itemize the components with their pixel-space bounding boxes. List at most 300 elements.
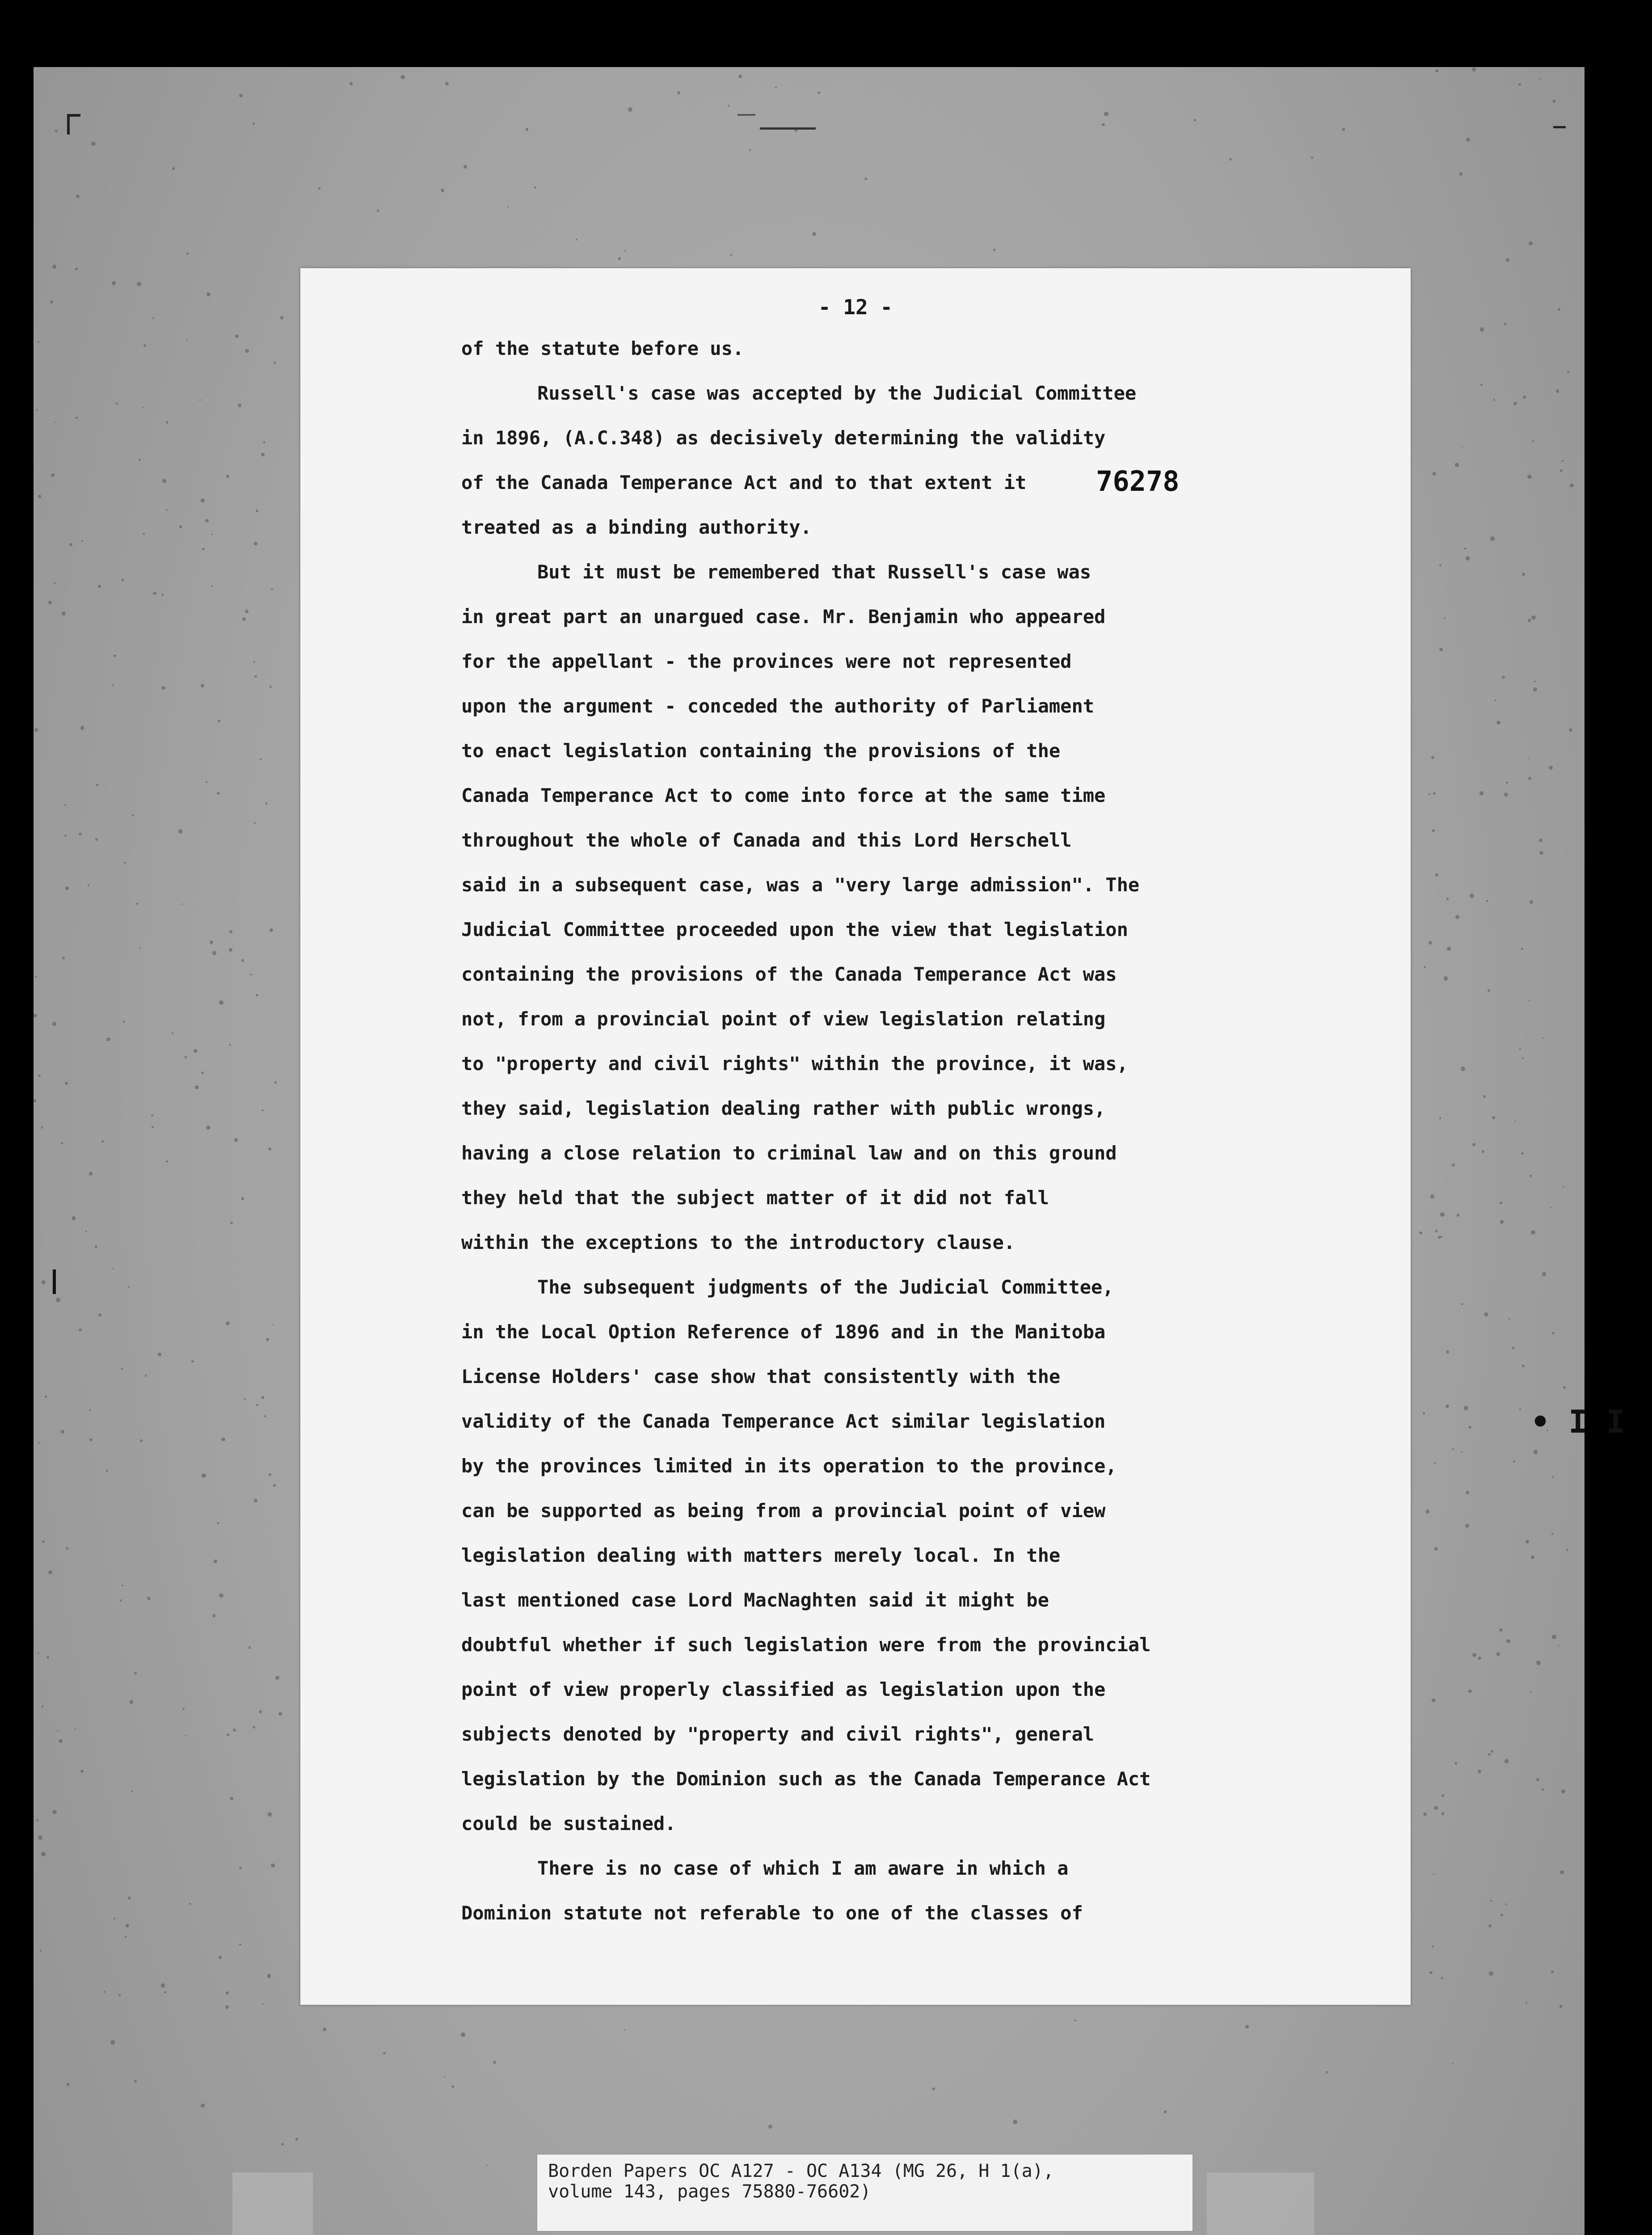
board-speck (126, 1924, 129, 1927)
board-speck (1441, 1977, 1443, 1979)
board-speck (1529, 241, 1533, 245)
board-speck (1430, 1194, 1434, 1198)
board-speck (80, 1770, 84, 1773)
board-speck (1504, 793, 1508, 797)
board-speck (1504, 1759, 1509, 1763)
board-speck (1542, 1037, 1543, 1039)
board-speck (1530, 900, 1533, 904)
board-speck (1472, 1143, 1475, 1146)
board-speck (1570, 484, 1574, 488)
board-speck (253, 661, 255, 663)
board-speck (211, 534, 213, 535)
board-speck (1526, 1540, 1529, 1543)
board-speck (749, 149, 751, 151)
board-speck (1446, 1404, 1449, 1408)
board-speck (201, 498, 204, 502)
board-speck (48, 1570, 52, 1574)
board-speck (162, 479, 166, 483)
board-speck (245, 610, 249, 613)
board-speck (185, 1056, 187, 1058)
board-speck (1522, 1057, 1524, 1059)
board-speck (38, 495, 41, 498)
board-speck (1433, 472, 1436, 476)
board-speck (234, 1138, 238, 1142)
board-speck (128, 1286, 130, 1288)
document-line: validity of the Canada Temperance Act similar legislation (461, 1410, 1106, 1432)
board-speck (1480, 384, 1483, 386)
board-speck (262, 2003, 263, 2005)
board-speck (181, 903, 183, 905)
board-speck (461, 2033, 465, 2037)
board-speck (1434, 1806, 1438, 1810)
document-body (461, 326, 1355, 1936)
board-speck (225, 2005, 229, 2009)
board-speck (48, 601, 52, 604)
board-speck (142, 406, 144, 408)
board-speck (75, 1728, 76, 1729)
board-speck (212, 951, 216, 955)
citation-line-2: volume 143, pages 75880-76602) (548, 2181, 871, 2202)
board-speck (261, 1396, 265, 1399)
board-speck (182, 1708, 185, 1711)
board-speck (139, 459, 141, 461)
board-speck (273, 1324, 274, 1326)
board-speck (89, 1409, 91, 1411)
board-speck (52, 265, 56, 269)
board-speck (254, 822, 256, 824)
board-speck (51, 473, 55, 477)
board-speck (1506, 1639, 1510, 1643)
board-speck (1531, 616, 1535, 620)
board-speck (54, 582, 56, 584)
board-speck (1528, 619, 1531, 622)
board-speck (1433, 792, 1436, 795)
board-speck (1426, 1510, 1430, 1514)
board-speck (121, 1368, 123, 1370)
board-speck (132, 814, 134, 817)
board-speck (1478, 1770, 1481, 1773)
document-line: of the Canada Temperance Act and to that extent it (461, 472, 1027, 493)
board-speck (254, 1499, 257, 1502)
document-line: point of view properly classified as legislation upon the (461, 1678, 1106, 1700)
board-speck (1452, 1448, 1454, 1450)
board-speck (1502, 676, 1504, 679)
board-speck (123, 1021, 125, 1022)
board-speck (1468, 1690, 1472, 1693)
board-speck (238, 404, 241, 407)
document-line: they said, legislation dealing rather with public wrongs, (461, 1097, 1106, 1119)
board-speck (1478, 1657, 1481, 1660)
board-speck (323, 2028, 326, 2031)
board-speck (202, 1473, 206, 1478)
board-speck (254, 542, 257, 545)
board-speck (41, 1852, 46, 1856)
board-speck (1560, 469, 1563, 472)
board-speck (52, 1810, 57, 1814)
board-speck (1480, 327, 1484, 331)
board-speck (64, 804, 66, 806)
board-speck (1494, 700, 1496, 701)
side-mark-left (53, 1269, 56, 1294)
document-line: to enact legislation containing the provisions of the (461, 740, 1061, 762)
board-speck (1556, 389, 1559, 393)
page-number: - 12 - (818, 295, 893, 319)
board-speck (172, 1032, 173, 1034)
board-speck (1439, 1117, 1441, 1119)
board-speck (116, 402, 118, 405)
board-speck (1552, 1332, 1555, 1335)
board-speck (1435, 69, 1438, 72)
board-speck (1429, 1971, 1432, 1974)
board-speck (1440, 1236, 1442, 1238)
board-speck (271, 588, 273, 590)
board-speck (624, 2029, 625, 2031)
board-speck (383, 2052, 385, 2054)
board-speck (1431, 756, 1434, 759)
board-speck (106, 1037, 110, 1042)
board-speck (1558, 1645, 1559, 1646)
board-speck (1490, 1900, 1492, 1902)
board-speck (464, 165, 467, 169)
board-speck (1505, 1903, 1507, 1905)
board-speck (242, 617, 246, 621)
board-speck (1519, 1408, 1521, 1410)
board-speck (217, 792, 219, 795)
board-speck (229, 948, 232, 952)
board-speck (65, 886, 69, 890)
document-line: throughout the whole of Canada and this Lord Herschell (461, 829, 1072, 851)
board-speck (377, 210, 379, 212)
document-line: doubtful whether if such legislation were from the provincial (461, 1634, 1151, 1656)
board-speck (226, 475, 230, 478)
board-speck (42, 1280, 45, 1284)
board-speck (98, 585, 101, 588)
board-speck (1461, 1303, 1463, 1305)
document-line: Dominion statute not referable to one of the classes of (461, 1902, 1083, 1924)
board-speck (34, 1014, 37, 1017)
board-speck (1562, 460, 1564, 462)
board-speck (52, 1022, 56, 1026)
board-speck (95, 838, 98, 841)
board-speck (1569, 728, 1572, 732)
board-speck (1559, 2005, 1562, 2007)
board-speck (79, 833, 82, 836)
board-speck (54, 422, 55, 423)
board-speck (1551, 1533, 1554, 1535)
board-speck (69, 543, 72, 546)
board-speck (507, 206, 509, 207)
board-speck (210, 940, 214, 945)
board-speck (1461, 1067, 1465, 1071)
board-speck (35, 976, 37, 978)
board-speck (1563, 1186, 1564, 1188)
board-speck (1444, 976, 1448, 980)
board-speck (400, 75, 405, 80)
board-speck (1532, 440, 1534, 442)
board-speck (1488, 1924, 1492, 1927)
board-speck (37, 1819, 38, 1821)
board-speck (1550, 1207, 1551, 1208)
board-speck (1527, 475, 1531, 479)
board-speck (194, 1049, 197, 1053)
board-speck (1490, 536, 1495, 541)
board-speck (239, 1944, 241, 1946)
board-speck (191, 1360, 194, 1363)
board-speck (1496, 721, 1500, 725)
board-speck (229, 1044, 232, 1046)
board-speck (1560, 1870, 1564, 1874)
board-speck (1245, 2025, 1249, 2028)
board-speck (219, 1000, 223, 1005)
board-speck (85, 1231, 87, 1232)
board-speck (1536, 1778, 1539, 1781)
board-speck (233, 1729, 236, 1732)
board-speck (1530, 1691, 1532, 1693)
board-speck (1488, 989, 1490, 992)
board-speck (241, 1197, 244, 1200)
crop-mark-top-right (1553, 126, 1566, 128)
board-speck (1513, 402, 1517, 406)
board-speck (1446, 898, 1449, 900)
board-speck (221, 1438, 225, 1441)
document-line: containing the provisions of the Canada Temperance Act was (461, 963, 1117, 985)
board-speck (40, 1950, 42, 1952)
board-speck (57, 1730, 58, 1732)
board-speck (1542, 1272, 1546, 1276)
board-speck (62, 957, 65, 959)
board-speck (178, 829, 183, 834)
board-speck (1566, 1549, 1568, 1551)
board-speck (189, 1903, 191, 1905)
board-speck (96, 784, 98, 786)
board-speck (201, 1071, 204, 1074)
board-speck (98, 1313, 101, 1316)
board-speck (136, 902, 138, 905)
board-speck (67, 2083, 70, 2086)
board-speck (1074, 2020, 1076, 2021)
board-speck (1515, 1121, 1516, 1122)
board-speck (260, 759, 261, 760)
board-speck (1513, 1460, 1515, 1463)
board-speck (738, 75, 742, 78)
board-speck (1531, 1230, 1535, 1235)
board-speck (1424, 966, 1426, 968)
board-speck (72, 1216, 76, 1220)
board-speck (166, 1160, 168, 1163)
board-speck (217, 1522, 219, 1524)
board-speck (1521, 1152, 1524, 1155)
board-speck (1509, 1318, 1510, 1320)
board-speck (38, 1835, 42, 1840)
board-speck (226, 1321, 230, 1325)
board-speck (120, 1599, 122, 1602)
tape-strip-left (232, 2172, 313, 2235)
board-speck (50, 300, 53, 304)
board-speck (1466, 556, 1470, 560)
board-speck (56, 1298, 60, 1302)
board-speck (1536, 1661, 1541, 1665)
board-speck (1464, 548, 1467, 550)
board-speck (1530, 1175, 1532, 1177)
board-speck (131, 1790, 133, 1792)
board-speck (534, 186, 536, 189)
board-speck (230, 1222, 233, 1224)
board-speck (91, 142, 96, 146)
stamp-number: 76278 (1096, 465, 1180, 498)
document-line: could be sustained. (461, 1813, 676, 1834)
board-speck (79, 1328, 81, 1331)
board-speck (1435, 1230, 1438, 1232)
board-speck (628, 107, 632, 112)
board-speck (864, 177, 867, 180)
board-speck (128, 1897, 131, 1900)
board-speck (1446, 1350, 1449, 1354)
document-line: in 1896, (A.C.348) as decisively determining the validity (461, 427, 1106, 449)
board-speck (1493, 399, 1495, 401)
board-speck (134, 2080, 137, 2083)
board-speck (1529, 758, 1530, 759)
board-speck (46, 1656, 49, 1659)
board-speck (1539, 851, 1543, 855)
board-speck (263, 441, 265, 443)
tape-strip-right (1207, 2172, 1314, 2235)
board-speck (253, 1726, 255, 1729)
board-speck (1452, 1164, 1455, 1167)
board-speck (269, 1473, 271, 1476)
board-speck (1483, 1095, 1486, 1098)
board-speck (677, 91, 680, 94)
board-speck (147, 1597, 151, 1600)
document-line: having a close relation to criminal law and on this ground (461, 1142, 1117, 1164)
board-speck (1440, 1212, 1445, 1217)
board-speck (250, 974, 252, 975)
board-speck (206, 292, 211, 296)
board-speck (45, 1396, 47, 1398)
board-speck (162, 686, 166, 690)
board-speck (993, 249, 996, 251)
board-speck (1522, 573, 1525, 576)
board-speck (1551, 1970, 1554, 1973)
board-speck (1452, 2063, 1454, 2064)
board-speck (244, 1398, 246, 1400)
board-speck (493, 2061, 496, 2064)
board-speck (1194, 119, 1196, 121)
board-speck (38, 1442, 40, 1444)
board-speck (624, 250, 626, 252)
board-speck (1429, 941, 1432, 945)
document-line: legislation by the Dominion such as the Canada Temperance Act (461, 1768, 1151, 1790)
board-speck (275, 1676, 279, 1680)
document-line: legislation dealing with matters merely local. In the (461, 1544, 1061, 1566)
board-speck (81, 540, 83, 542)
document-line: subjects denoted by "property and civil rights", general (461, 1723, 1095, 1745)
board-speck (122, 579, 124, 581)
document-line: of the statute before us. (461, 337, 744, 359)
board-speck (153, 592, 156, 595)
board-speck (199, 399, 201, 401)
board-speck (88, 884, 89, 886)
board-speck (818, 92, 820, 94)
board-speck (775, 87, 777, 89)
board-speck (195, 1085, 199, 1089)
board-speck (256, 994, 258, 996)
board-speck (274, 362, 276, 364)
board-speck (1435, 873, 1438, 877)
board-speck (1526, 2002, 1527, 2003)
board-speck (730, 254, 732, 256)
board-speck (1553, 100, 1555, 102)
board-speck (268, 1147, 271, 1151)
board-speck (125, 1936, 126, 1938)
board-speck (64, 835, 67, 837)
board-speck (241, 959, 244, 961)
board-speck (1462, 446, 1463, 447)
board-speck (270, 686, 272, 688)
board-speck (1492, 1116, 1495, 1119)
board-speck (95, 1245, 97, 1248)
board-speck (281, 2143, 284, 2146)
board-speck (1506, 258, 1509, 262)
board-speck (444, 2076, 445, 2078)
document-line: can be supported as being from a provincial point of view (461, 1500, 1106, 1522)
board-speck (158, 1353, 161, 1356)
board-speck (1432, 1945, 1434, 1947)
board-speck (441, 189, 445, 193)
board-speck (34, 728, 38, 732)
board-speck (1531, 1556, 1534, 1559)
board-speck (89, 1438, 92, 1441)
crop-mark-top-left (67, 114, 80, 135)
board-speck (1455, 463, 1459, 467)
board-speck (1104, 112, 1108, 116)
board-speck (486, 2165, 488, 2166)
board-speck (110, 2040, 115, 2045)
board-speck (164, 1991, 166, 1994)
board-speck (1326, 2071, 1328, 2074)
board-speck (186, 339, 188, 340)
board-speck (1567, 371, 1569, 373)
board-speck (576, 239, 577, 240)
board-speck (1441, 1794, 1444, 1797)
board-speck (219, 1956, 222, 1959)
board-speck (214, 1560, 217, 1563)
board-speck (61, 1142, 63, 1144)
document-page (300, 268, 1411, 2005)
citation-label (536, 2154, 1193, 2232)
board-speck (318, 187, 320, 189)
board-speck (179, 525, 182, 528)
board-speck (1522, 1365, 1525, 1367)
document-line: said in a subsequent case, was a "very large admission". The (461, 874, 1140, 896)
board-speck (38, 1075, 41, 1077)
board-speck (1447, 947, 1451, 951)
document-line: Judicial Committee proceeded upon the view that legislation (461, 919, 1128, 940)
board-speck (59, 1739, 62, 1743)
board-speck (1512, 1347, 1514, 1349)
board-speck (161, 594, 164, 596)
board-speck (1521, 948, 1523, 950)
board-speck (62, 611, 66, 616)
board-speck (1439, 648, 1443, 651)
board-speck (1489, 1971, 1493, 1976)
board-speck (75, 268, 78, 270)
board-speck (143, 344, 146, 347)
document-line: License Holders' case show that consistently with the (461, 1366, 1061, 1387)
board-speck (212, 1614, 215, 1617)
board-speck (445, 82, 449, 85)
board-speck (270, 928, 273, 932)
board-speck (1482, 1150, 1484, 1153)
